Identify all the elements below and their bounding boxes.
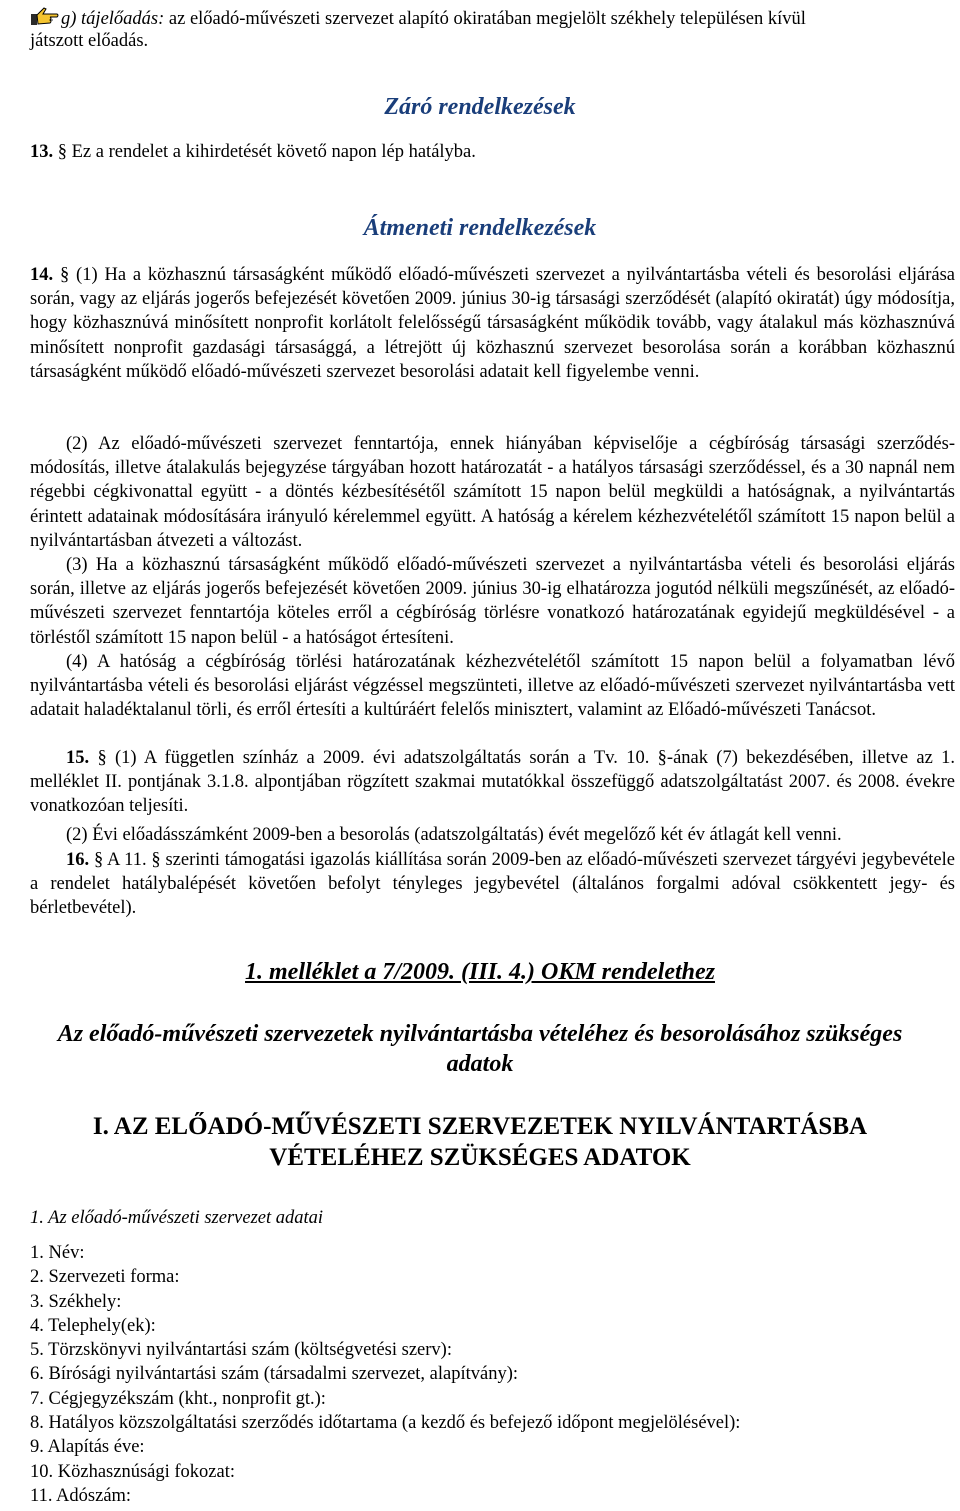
section-16-para-1: 16. § A 11. § szerinti támogatási igazolás kiállítása során 2009-ben az előadó-művészeti szervezet tárgyévi jegybevétele a rendelet hatálybalépését követően befolyt tényleges jegybevétel (általános forgalmi adóval csökkentett jegy- és bérletbevétel). <box>30 850 955 919</box>
list-item: 11. Adószám: <box>30 1485 132 1506</box>
list-item: 8. Hatályos közszolgáltatási szerződés időtartama (a kezdő és befejező időpont megjelölésével): <box>30 1413 741 1434</box>
list-item: 5. Törzskönyvi nyilvántartási szám (költségvetési szerv): <box>30 1340 452 1361</box>
annex-subtitle-line-1: Az előadó-művészeti szervezetek nyilvántartásba vételéhez és besorolásához szükséges <box>57 1021 903 1047</box>
list-item: 4. Telephely(ek): <box>30 1315 156 1336</box>
annex-subtitle-line-2: adatok <box>446 1051 514 1077</box>
list-item: 6. Bírósági nyilvántartási szám (társadalmi szervezet, alapítvány): <box>30 1364 519 1385</box>
section-15-para-2: (2) Évi előadásszámként 2009-ben a besorolás (adatszolgáltatás) évét megelőző két év átlagát kell venni. <box>66 825 842 845</box>
intro-line-2: játszott előadás. <box>30 31 149 51</box>
intro-line-1 <box>30 4 806 31</box>
list-item: 9. Alapítás éve: <box>30 1437 145 1458</box>
section-14-para-2: (2) Az előadó-művészeti szervezet fenntartója, ennek hiányában képviselője a cégbíróság társasági szerződés- módosítás, illetve átalakulás bejegyzése tárgyában hozott határozatát - a hatályos társasági szerződéssel, és a 30 napnál nem régebbi cégkivonattal együtt - a döntés kézbesítésétől számított 15 napon belül megküldi a hatóságnak, a nyilvántartás érintett adatainak módosítására irányuló kérelemmel együtt. A hatóság a kérelem kézhezvételétől számított 15 napon belül a nyilvántartásban átvezeti a változást. <box>30 434 955 551</box>
annex-title: 1. melléklet a 7/2009. (III. 4.) OKM rendelethez <box>245 959 715 985</box>
section-15-para-1: 15. § (1) A független színház a 2009. évi adatszolgáltatás során a Tv. 10. §-ának (7) bekezdésében, illetve az 1. melléklet II. pontjának 3.1.8. alpontjában rögzített szakmai mutatókkal összefüggő adatszolgáltatást 2007. és 2008. évekre vonatkozóan teljesíti. <box>30 748 956 817</box>
subsection-title: 1. Az előadó-művészeti szervezet adatai <box>30 1208 324 1228</box>
intro-text: az előadó-művészeti szervezet alapító okiratában megjelölt székhely településen kívül <box>164 9 806 29</box>
section-13: 13. § Ez a rendelet a kihirdetését követő napon lép hatályba. <box>30 142 476 162</box>
section-14-para-1: 14. § (1) Ha a közhasznú társaságként működő előadó-művészeti szervezet a nyilvántartásba vételi és besorolási eljárása során, vagy az eljárás jogerős befejezését követően 2009. június 30-ig társasági szerződését (alapító okiratát) úgy módosítja, hogy közhasznúvá minősített nonprofit korlátolt felelősségű társaságként működik tovább, vagy átalakul más közhasznúvá minősített nonprofit gazdasági társasággá, a létrejött új közhasznú szervezet besorolása során a korábban közhasznú társaságként működő előadó-művészeti szervezet besorolási adatait kell figyelembe venni. <box>30 265 955 382</box>
list-item: 1. Név: <box>30 1243 85 1263</box>
data-item-list <box>30 1241 740 1508</box>
section-14-para-4: (4) A hatóság a cégbíróság törlési határozatának kézhezvételétől számított 15 napon belül a folyamatban lévő nyilvántartásba vételi és besorolási eljárást végzéssel megszünteti, illetve az előadó-művészeti szervezet nyilvántartásba vett adatait haladéktalanul törli, és erről értesíti a kultúráért felelős minisztert, valamint az Előadó-művészeti Tanácsot. <box>30 652 955 721</box>
intro-label: g) tájelőadás: <box>61 9 165 29</box>
section-14-para-3: (3) Ha a közhasznú társaságként működő előadó-művészeti szervezet a nyilvántartásba vételi és besorolási eljárás során, illetve az eljárás jogerős befejezését követően 2009. június 30-ig elhatározza jogutód nélküli megszűnését, az előadó-művészeti szervezet fenntartója köteles erről a cégbíróság törlésre vonatkozó határozatának egyidejű megküldésével - a törléstől számított 15 napon belül - a hatóságot értesíteni. <box>30 555 955 648</box>
list-item: 7. Cégjegyzékszám (kht., nonprofit gt.): <box>30 1388 326 1409</box>
list-item: 3. Székhely: <box>30 1291 122 1312</box>
list-item: 2. Szervezeti forma: <box>30 1267 180 1288</box>
heading-closing-provisions: Záró rendelkezések <box>384 94 576 120</box>
section-title-line-2: VÉTELÉHEZ SZÜKSÉGES ADATOK <box>269 1144 691 1171</box>
pointing-hand-icon <box>30 4 60 28</box>
heading-transitional-provisions: Átmeneti rendelkezések <box>363 215 597 241</box>
list-item: 10. Közhasznúsági fokozat: <box>30 1461 235 1482</box>
section-title-line-1: I. AZ ELŐADÓ-MŰVÉSZETI SZERVEZETEK NYILVÁNTARTÁSBA <box>92 1113 868 1140</box>
